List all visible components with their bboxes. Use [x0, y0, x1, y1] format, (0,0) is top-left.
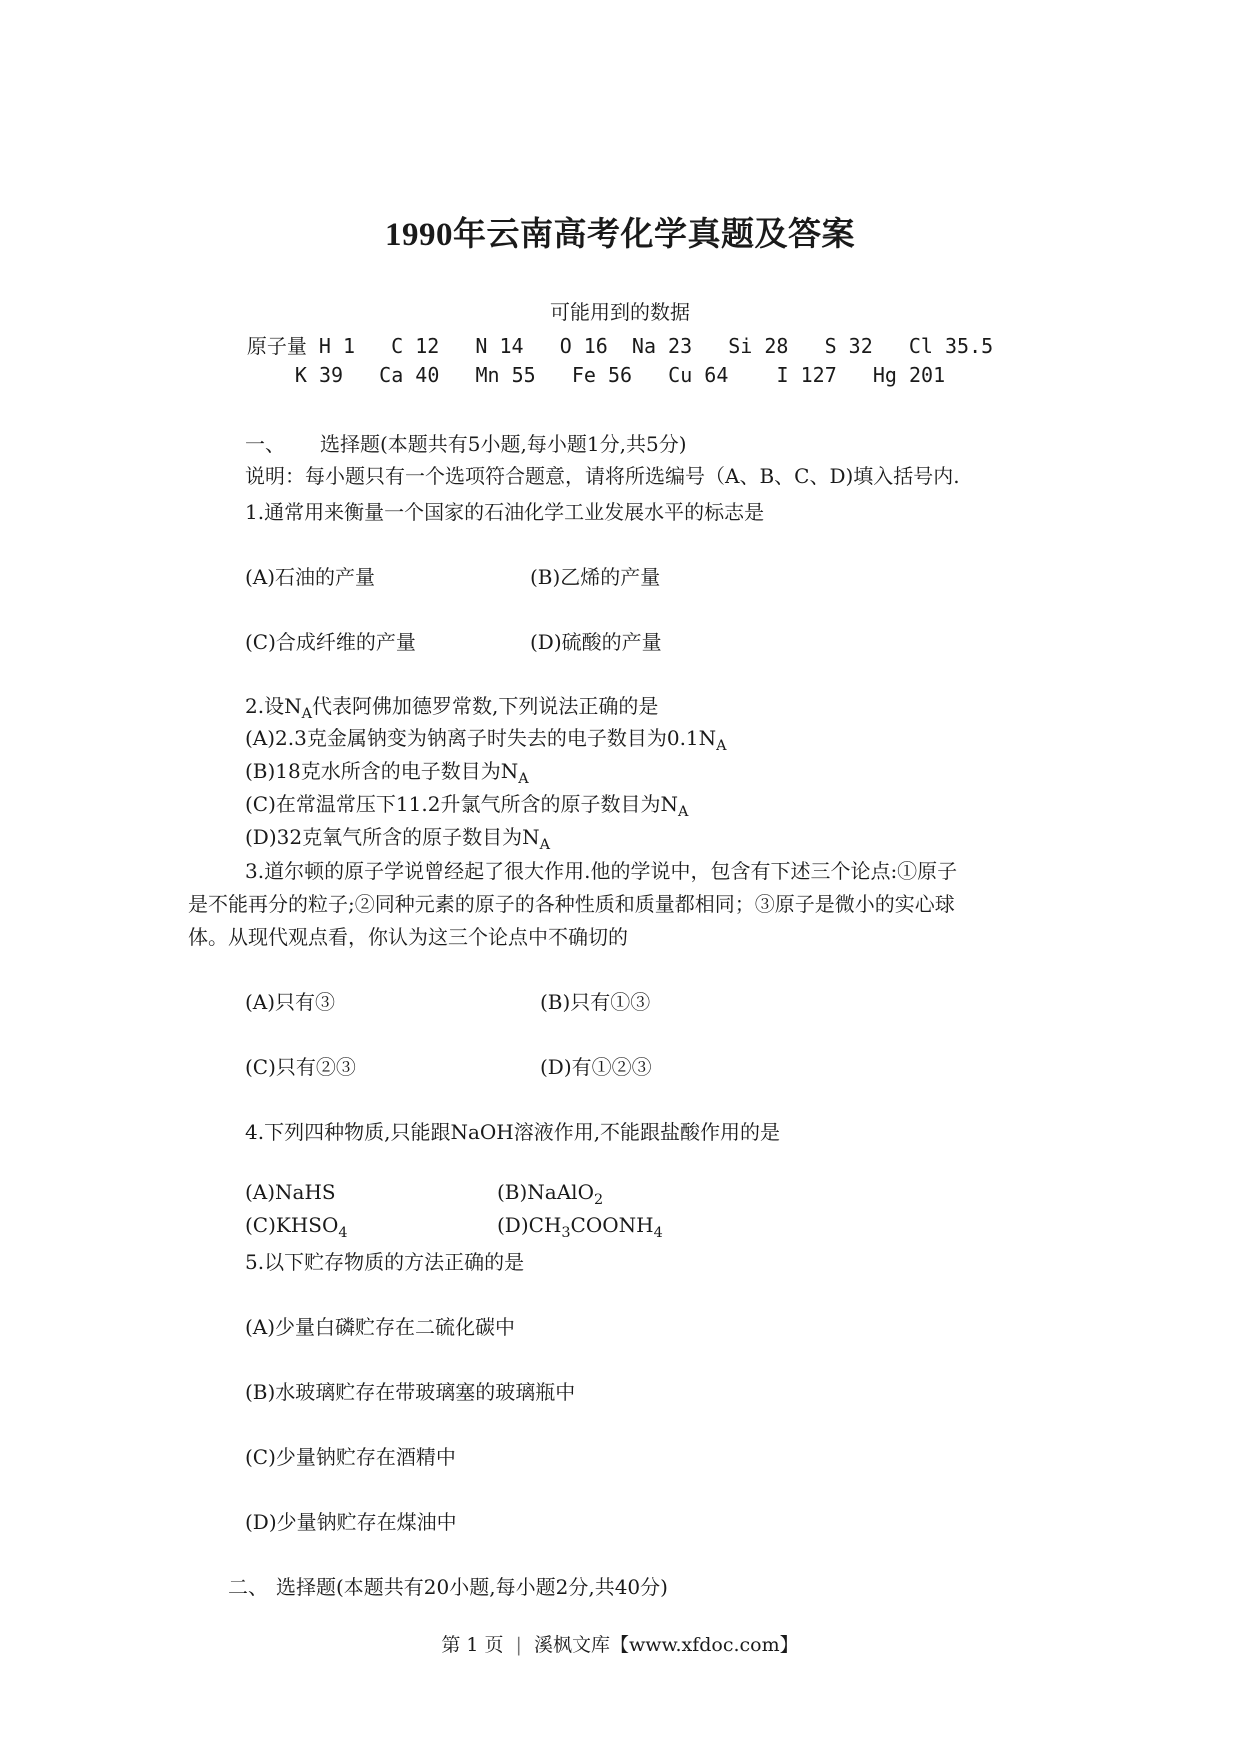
- page-number: 第 1 页: [441, 1634, 504, 1656]
- atomic-weights-line-1: 原子量 H 1 C 12 N 14 O 16 Na 23 Si 28 S 32 Cl 35.5: [246, 334, 994, 358]
- question-4-option-c: $(C)KHSO_4$: [245, 1213, 348, 1242]
- question-2-option-c: (C)在常温常压下11.2升氯气所含的原子数目为$N_A$: [245, 792, 689, 821]
- question-5-option-b: (B)水玻璃贮存在带玻璃塞的玻璃瓶中: [245, 1380, 576, 1404]
- question-1-stem: 1.通常用来衡量一个国家的石油化学工业发展水平的标志是: [245, 500, 765, 524]
- question-4-option-b: (B)NaAlO$_2$: [497, 1180, 604, 1209]
- site-link[interactable]: 溪枫文库【www.xfdoc.com】: [533, 1634, 799, 1656]
- question-3-stem-line-1: 3.道尔顿的原子学说曾经起了很大作用.他的学说中，包含有下述三个论点:①原子: [245, 859, 958, 883]
- question-3-option-a: (A)只有③: [245, 990, 336, 1014]
- question-1-option-a: (A)石油的产量: [245, 565, 376, 589]
- question-5-stem: 5.以下贮存物质的方法正确的是: [245, 1250, 525, 1274]
- question-2-option-b: (B)18克水所含的电子数目为$N_A$: [245, 759, 529, 788]
- footer-separator: |: [515, 1634, 522, 1656]
- question-5-option-c: (C)少量钠贮存在酒精中: [245, 1445, 456, 1469]
- page-footer: [0, 1630, 1240, 1657]
- question-3-option-b: (B)只有①③: [540, 990, 651, 1014]
- question-1-option-b: (B)乙烯的产量: [530, 565, 661, 589]
- section-1-heading: 选择题(本题共有5小题,每小题1分,共5分): [320, 432, 687, 456]
- question-2-option-d: (D)32克氧气所含的原子数目为$N_A$: [245, 825, 550, 854]
- section-2-heading: 选择题(本题共有20小题,每小题2分,共40分): [276, 1575, 668, 1599]
- question-5-option-a: (A)少量白磷贮存在二硫化碳中: [245, 1315, 516, 1339]
- question-4-stem: 4.下列四种物质,只能跟NaOH溶液作用,不能跟盐酸作用的是: [245, 1120, 781, 1144]
- question-3-stem-line-3: 体。从现代观点看，你认为这三个论点中不确切的: [188, 925, 628, 949]
- data-header: 可能用到的数据: [550, 300, 690, 324]
- question-2-stem: 2.设$N_A$代表阿佛加德罗常数,下列说法正确的是: [245, 694, 659, 723]
- question-5-option-d: (D)少量钠贮存在煤油中: [245, 1510, 457, 1534]
- document-title: 1990年云南高考化学真题及答案: [385, 217, 855, 253]
- section-2-number: 二、: [228, 1575, 268, 1599]
- question-3-option-d: (D)有①②③: [540, 1055, 652, 1079]
- question-3-option-c: (C)只有②③: [245, 1055, 356, 1079]
- question-1-option-d: (D)硫酸的产量: [530, 630, 662, 654]
- section-1-number: 一、: [245, 432, 285, 456]
- section-1-note: 说明：每小题只有一个选项符合题意，请将所选编号（A、B、C、D)填入括号内.: [245, 464, 960, 488]
- atomic-weights-line-2: K 39 Ca 40 Mn 55 Fe 56 Cu 64 I 127 Hg 201: [294, 363, 946, 387]
- question-4-option-a: (A)NaHS: [245, 1180, 336, 1204]
- question-3-stem-line-2: 是不能再分的粒子;②同种元素的原子的各种性质和质量都相同；③原子是微小的实心球: [188, 892, 955, 916]
- question-4-option-d: $(D)CH_3COONH_4$: [497, 1213, 663, 1242]
- question-1-option-c: (C)合成纤维的产量: [245, 630, 416, 654]
- question-2-option-a: (A)2.3克金属钠变为钠离子时失去的电子数目为$0.1N_A$: [245, 726, 727, 755]
